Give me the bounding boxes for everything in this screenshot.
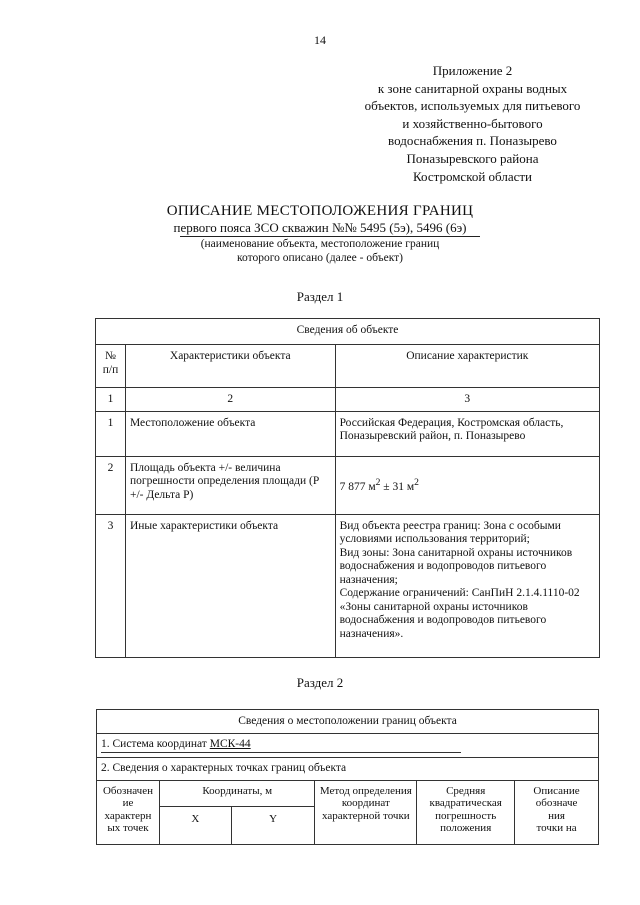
header-y: Y: [231, 806, 315, 844]
page-number: 14: [314, 33, 326, 47]
row-characteristic: Иные характеристики объекта: [125, 514, 335, 657]
row-description: Вид объекта реестра границ: Зона с особыми условиями использования территорий; Вид зоны: Зона санитарной охраны источников водоснабжения и водопроводов питьевого назначения; Содержание ограничений: СанПиН 2.1.4.1110-02 «Зоны санитарной охраны источников водоснабжения и водопроводов питьевого назначения».: [335, 514, 599, 657]
boundary-location-table: [96, 709, 599, 845]
table-row: [96, 514, 600, 657]
crs-label: 1. Система координат: [101, 738, 210, 750]
note-line: (наименование объекта, местоположение границ: [200, 238, 440, 250]
table-row: [96, 411, 600, 456]
row-characteristic: Площадь объекта +/- величина погрешности определения площади (Р +/- Дельта Р): [125, 456, 335, 514]
area-unit-sup: 2: [375, 477, 381, 489]
area-value: 7 877 м: [339, 481, 376, 494]
row-description: Российская Федерация, Костромская область, Поназыревский район, п. Поназырево: [335, 411, 599, 456]
section1-heading: Раздел 1: [296, 289, 344, 304]
object-info-table: [95, 318, 600, 658]
crs-row: [97, 734, 599, 758]
row-num: 2: [96, 456, 126, 514]
row-characteristic: Местоположение объекта: [125, 411, 335, 456]
header-num: № п/п: [96, 345, 126, 388]
document-title: ОПИСАНИЕ МЕСТОПОЛОЖЕНИЯ ГРАНИЦ: [166, 203, 474, 219]
appendix-line: Приложение 2: [432, 63, 513, 78]
document-note: [0, 237, 640, 265]
points-title: 2. Сведения о характерных точках границ объекта: [97, 757, 599, 780]
area-unit-sup: 2: [414, 477, 419, 489]
header-coordinates: Координаты, м: [159, 780, 314, 806]
appendix-line: Костромской области: [412, 168, 533, 184]
table-title: Сведения об объекте: [96, 319, 600, 345]
row-num: 1: [96, 411, 126, 456]
row-area-value: [335, 456, 599, 514]
document-subtitle: первого пояса ЗСО скважин №№ 5495 (5э), 5496 (6э): [173, 220, 467, 235]
index-cell: 1: [96, 388, 126, 412]
index-cell: 2: [125, 388, 335, 412]
header-method: Метод определения координат характерной точки: [315, 780, 417, 844]
appendix-line: Поназыревского района: [406, 150, 539, 166]
appendix-line: к зоне санитарной охраны водных: [377, 80, 568, 96]
table-row: [96, 456, 600, 514]
header-x: X: [159, 806, 231, 844]
note-line: которого описано (далее - объект): [236, 252, 404, 264]
header-accuracy: Средняя квадратическая погрешность положения: [417, 780, 515, 844]
table-title: Сведения о местоположении границ объекта: [97, 710, 599, 734]
area-tolerance: ± 31 м: [380, 481, 415, 494]
section2-heading: Раздел 2: [296, 675, 344, 690]
header-point-description: Описание обозначе ния точки на: [515, 780, 599, 844]
header-designation: Обозначен ие характерн ых точек: [97, 780, 160, 844]
appendix-line: и хозяйственно-бытового: [402, 115, 543, 131]
crs-value: МСК-44: [209, 738, 251, 750]
row-num: 3: [96, 514, 126, 657]
appendix-block: [340, 62, 605, 185]
index-cell: 3: [335, 388, 599, 412]
header-characteristic: Характеристики объекта: [125, 345, 335, 388]
appendix-line: объектов, используемых для питьевого: [364, 98, 581, 114]
appendix-line: водоснабжения п. Поназырево: [388, 133, 557, 149]
header-description: Описание характеристик: [335, 345, 599, 388]
